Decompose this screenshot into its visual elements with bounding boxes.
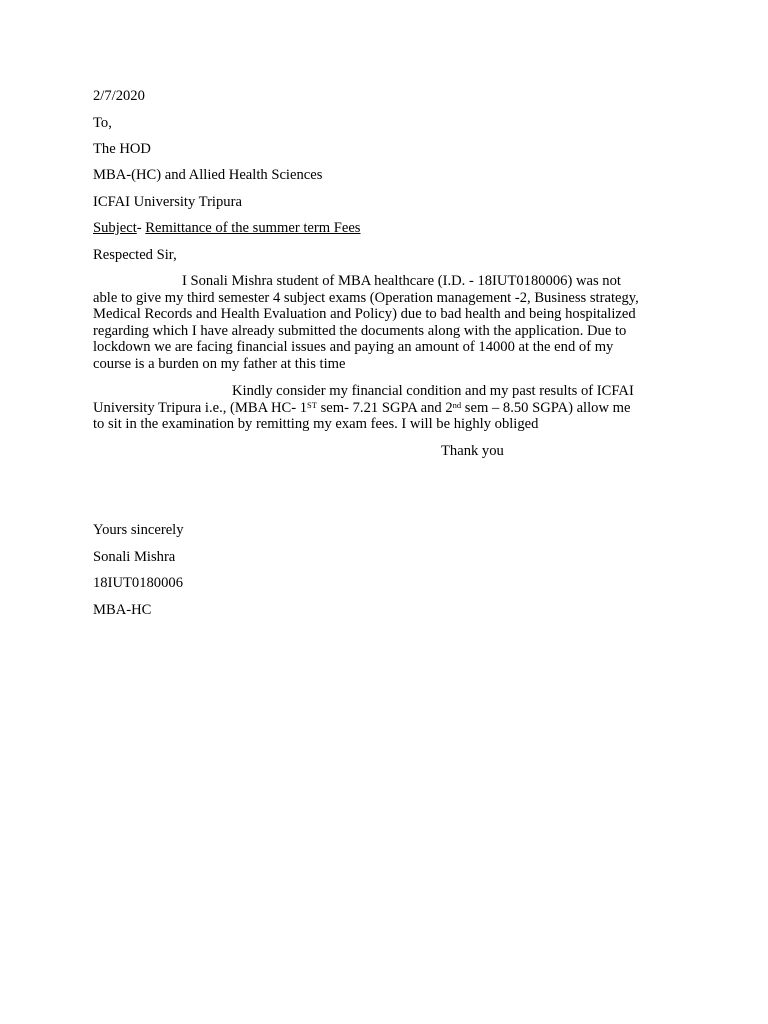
paragraph-1-line-2: able to give my third semester 4 subject exams (Operation management -2, Business strategy, <box>93 289 639 306</box>
subject-separator: - <box>136 220 146 236</box>
paragraph-1-line-3: Medical Records and Health Evaluation and Policy) due to bad health and being hospitalized <box>93 306 636 322</box>
subject-label: Subject <box>93 220 137 236</box>
superscript-st: ST <box>307 399 317 410</box>
thanks: Thank you <box>441 443 504 459</box>
recipient-line-3: ICFAI University Tripura <box>93 194 242 210</box>
paragraph-1-line-1: I Sonali Mishra student of MBA healthcare (I.D. - 18IUT0180006) was not <box>182 273 621 289</box>
subject-text: Remittance of the summer term Fees <box>145 220 361 236</box>
subject-line <box>93 220 361 237</box>
body-paragraph-2 <box>93 383 673 433</box>
superscript-nd: nd <box>452 399 462 410</box>
closing: Yours sincerely <box>93 522 184 538</box>
signature-program: MBA-HC <box>93 602 152 618</box>
salutation-to: To, <box>93 115 112 131</box>
recipient-line-2: MBA-(HC) and Allied Health Sciences <box>93 167 323 183</box>
signature-id: 18IUT0180006 <box>93 575 183 591</box>
greeting: Respected Sir, <box>93 247 177 263</box>
paragraph-1-line-6: course is a burden on my father at this time <box>93 355 346 372</box>
paragraph-2-line-1: Kindly consider my financial condition and my past results of ICFAI <box>232 383 634 399</box>
paragraph-1-line-4: regarding which I have already submitted the documents along with the application. Due to <box>93 322 627 339</box>
recipient-line-1: The HOD <box>93 141 151 157</box>
body-paragraph-1 <box>93 273 673 372</box>
letter-date: 2/7/2020 <box>93 88 145 104</box>
signature-name: Sonali Mishra <box>93 549 176 565</box>
paragraph-2-line-2: University Tripura i.e., (MBA HC- 1ST sem- 7.21 SGPA and 2nd sem – 8.50 SGPA) allow me <box>93 399 631 416</box>
paragraph-1-line-5: lockdown we are facing financial issues and paying an amount of 14000 at the end of my <box>93 339 614 355</box>
paragraph-2-line-3: to sit in the examination by remitting my exam fees. I will be highly obliged <box>93 416 539 432</box>
